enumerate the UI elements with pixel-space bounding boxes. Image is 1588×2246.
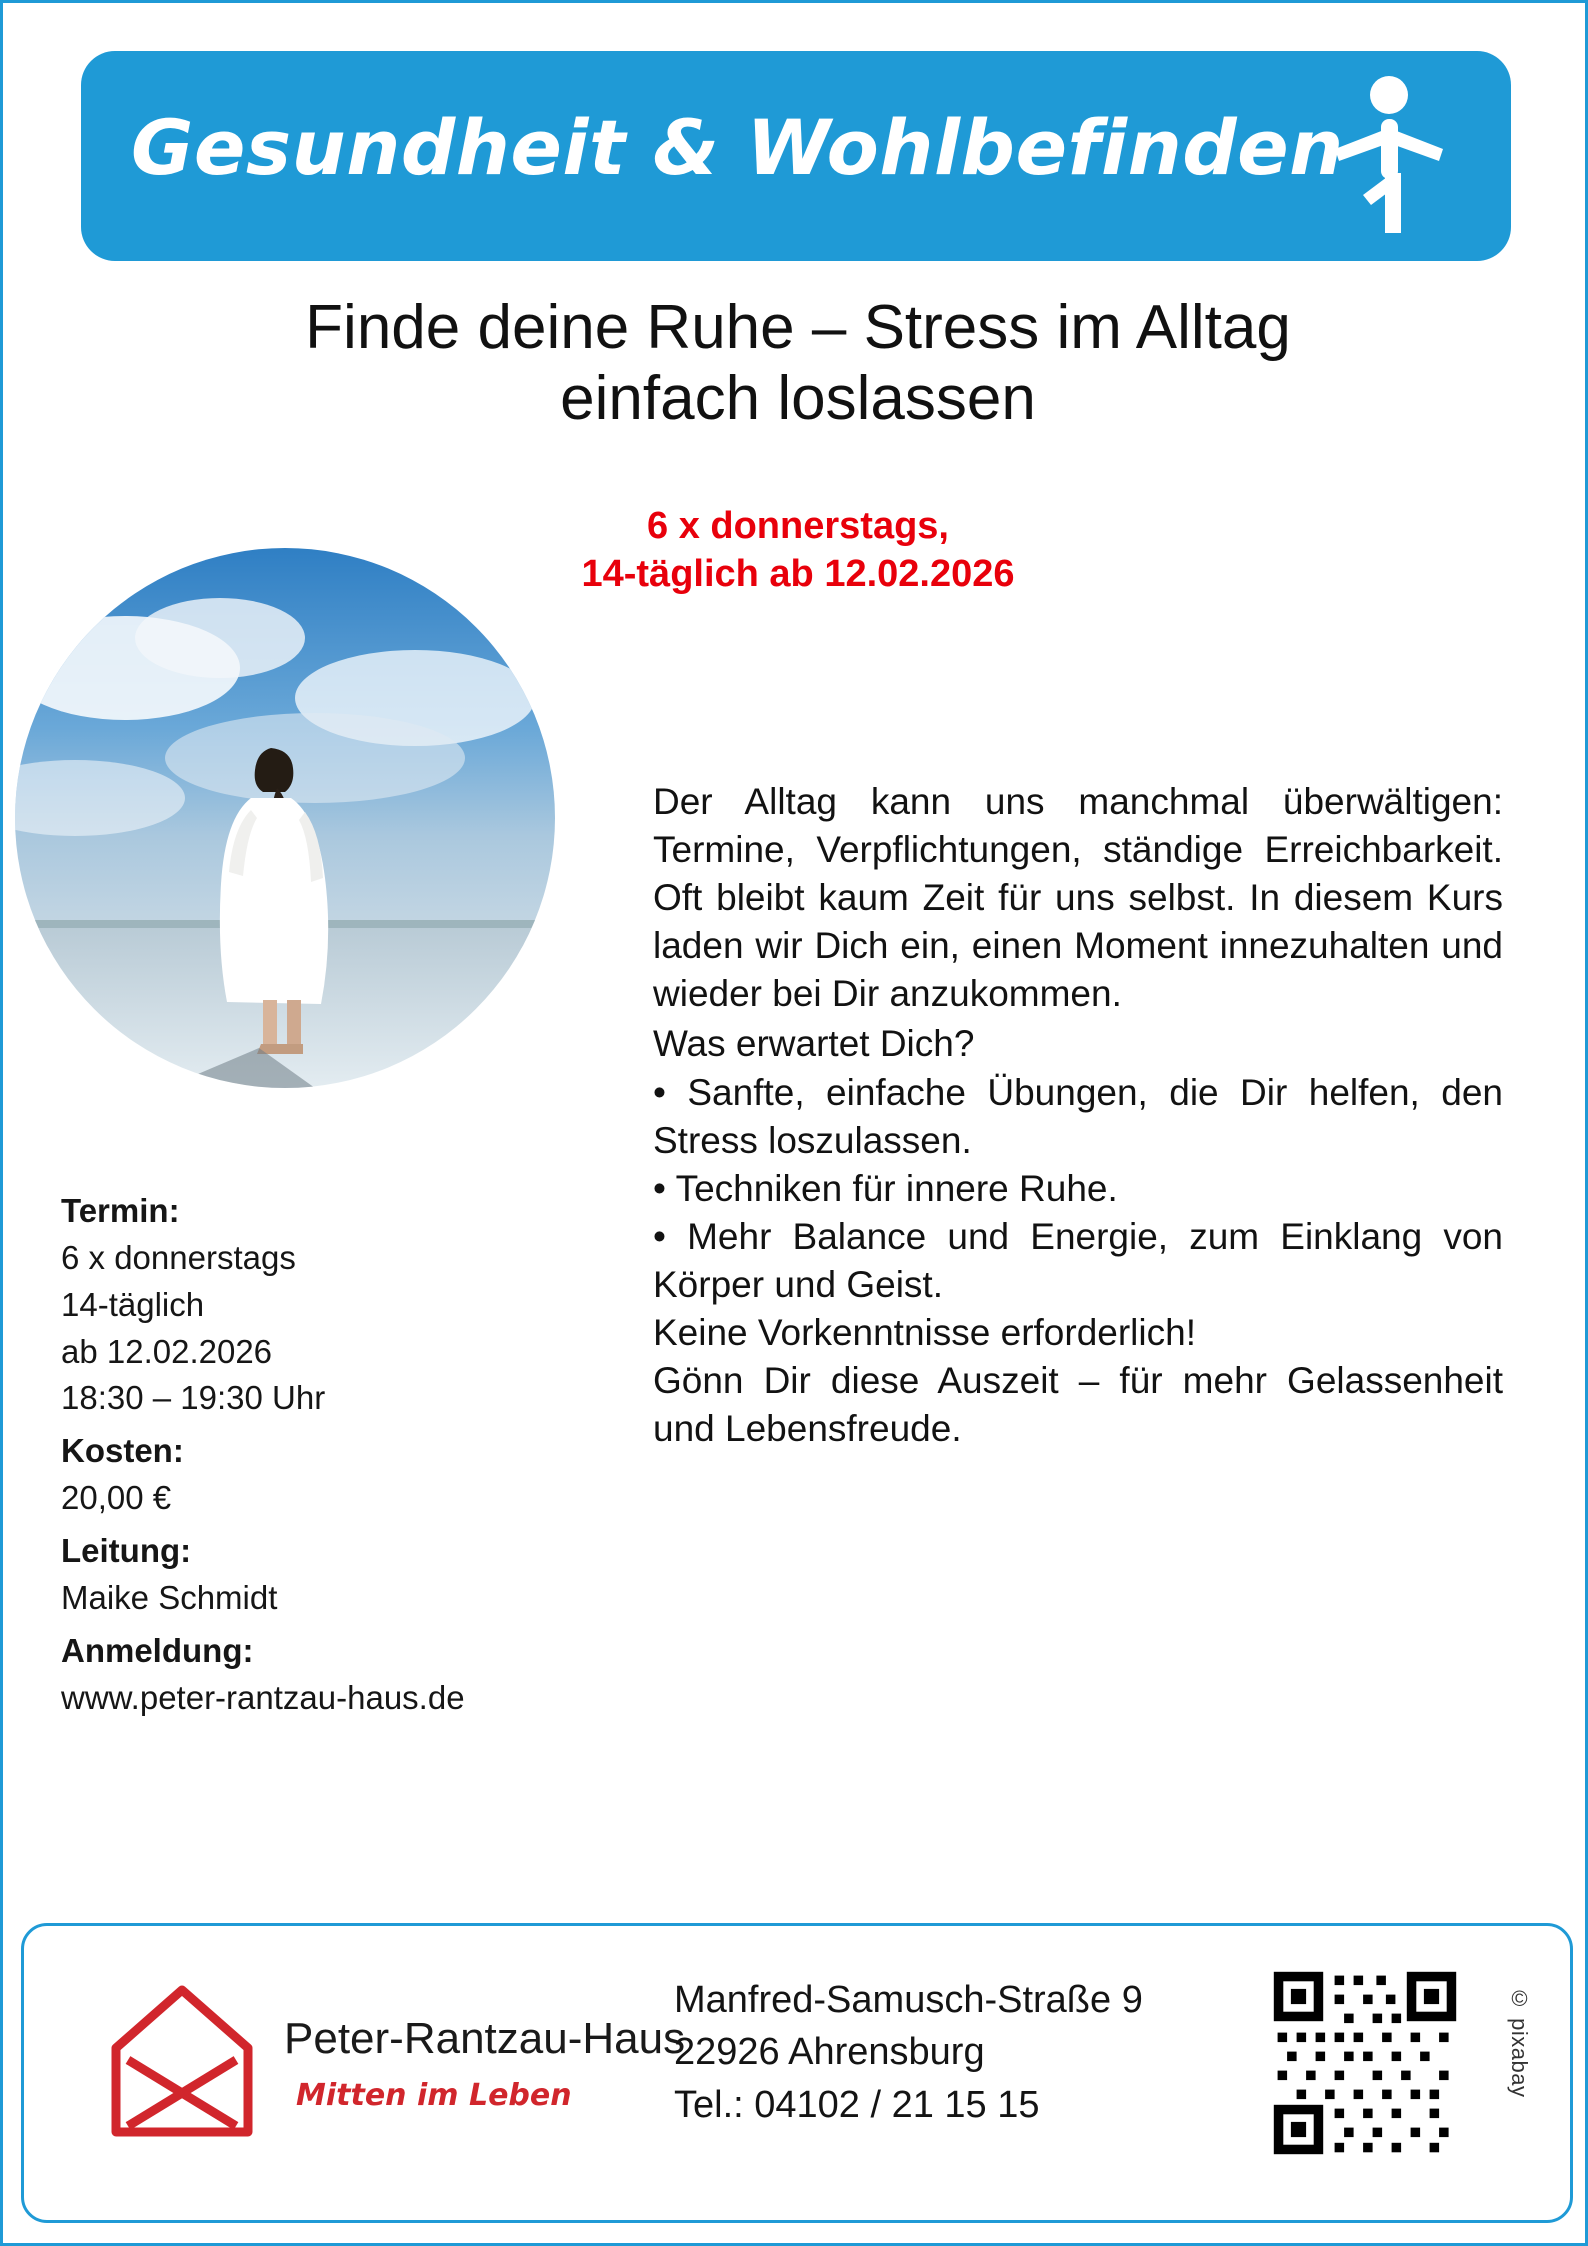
detail-termin xyxy=(61,1188,631,1422)
course-dates-line2: 14-täglich ab 12.02.2026 xyxy=(581,552,1015,595)
house-logo-icon xyxy=(102,1976,262,2151)
organization-name: Peter-Rantzau-Haus xyxy=(284,2014,686,2063)
description-note: Keine Vorkenntnisse erforderlich! xyxy=(653,1312,1196,1354)
termin-line3: ab 12.02.2026 xyxy=(61,1332,273,1370)
termin-line2: 14-täglich xyxy=(61,1285,205,1323)
course-title xyxy=(93,293,1503,434)
course-photo xyxy=(15,548,555,1088)
leitung-label: Leitung: xyxy=(61,1532,192,1570)
description-closing: Gönn Dir diese Auszeit – für mehr Gelassenheit und Lebensfreude. xyxy=(653,1360,1503,1450)
address-street: Manfred-Samusch-Straße 9 xyxy=(674,1979,1143,2021)
anmeldung-label: Anmeldung: xyxy=(61,1631,254,1669)
banner-title: Gesundheit & Wohlbefinden xyxy=(131,103,1344,192)
detail-kosten xyxy=(61,1428,631,1522)
termin-label: Termin: xyxy=(61,1192,180,1229)
description-bullet-2: • Techniken für innere Ruhe. xyxy=(653,1167,1118,1209)
termin-line4: 18:30 – 19:30 Uhr xyxy=(61,1379,326,1417)
course-dates-line1: 6 x donnerstags, xyxy=(647,505,949,547)
course-details xyxy=(61,1188,631,1727)
description-intro: Der Alltag kann uns manchmal überwältigen: Termine, Verpflichtungen, ständige Erreichbarkeit. Oft bleibt kaum Zeit für uns selbst. In diesem Kurs laden wir Dich ein, einen Moment innezuhalten und wieder bei Dir anzukommen. xyxy=(653,781,1503,1015)
photo-credit: © pixabay xyxy=(1507,1986,1532,2098)
kosten-value: 20,00 € xyxy=(61,1479,172,1517)
description-bullet-1: • Sanfte, einfache Übungen, die Dir helfen, den Stress loszulassen. xyxy=(653,1071,1503,1161)
detail-leitung xyxy=(61,1528,631,1622)
termin-line1: 6 x donnerstags xyxy=(61,1238,296,1276)
organization-logo xyxy=(84,1966,686,2156)
address-city: 22926 Ahrensburg xyxy=(674,2031,985,2074)
footer-bar xyxy=(21,1923,1573,2223)
kosten-label: Kosten: xyxy=(61,1432,184,1470)
course-description xyxy=(653,778,1503,1453)
organization-claim: Mitten im Leben xyxy=(296,2078,572,2113)
qr-code-icon[interactable] xyxy=(1270,1968,1460,2158)
description-bullet-3: • Mehr Balance und Energie, zum Einklang von Körper und Geist. xyxy=(653,1215,1503,1305)
course-title-line1: Finde deine Ruhe – Stress im Alltag xyxy=(305,293,1291,362)
course-title-line2: einfach loslassen xyxy=(560,363,1036,433)
detail-anmeldung xyxy=(61,1628,631,1722)
contact-address xyxy=(674,1974,1143,2131)
header-banner xyxy=(81,51,1511,261)
description-question: Was erwartet Dich? xyxy=(653,1023,975,1065)
address-phone: Tel.: 04102 / 21 15 15 xyxy=(674,2083,1040,2126)
leitung-value: Maike Schmidt xyxy=(61,1578,278,1616)
yoga-person-icon xyxy=(1315,73,1465,243)
anmeldung-url[interactable]: www.peter-rantzau-haus.de xyxy=(61,1678,465,1716)
